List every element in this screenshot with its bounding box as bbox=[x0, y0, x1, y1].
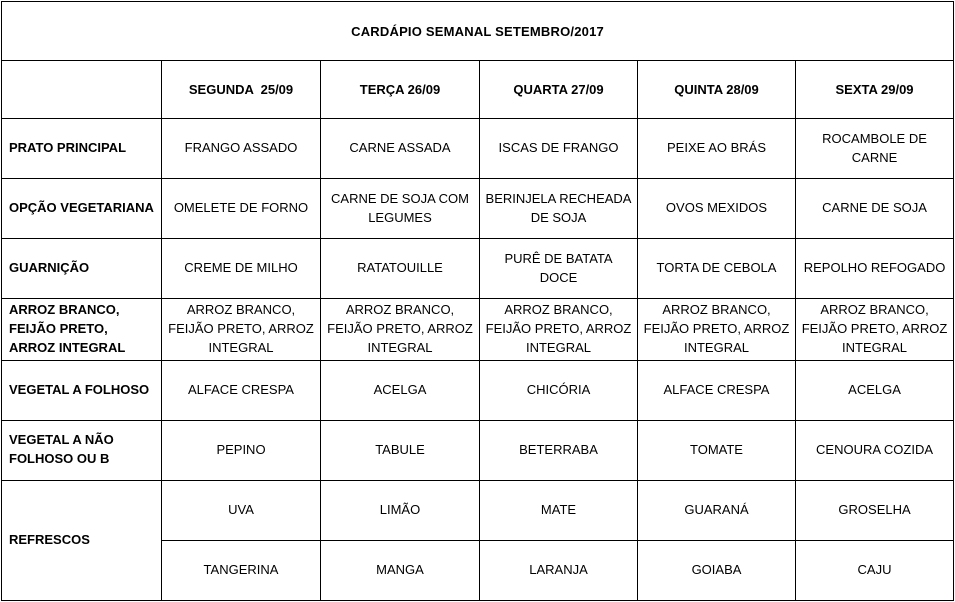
menu-cell: ARROZ BRANCO, FEIJÃO PRETO, ARROZ INTEGRAL bbox=[796, 299, 954, 361]
menu-cell: ARROZ BRANCO, FEIJÃO PRETO, ARROZ INTEGRAL bbox=[162, 299, 321, 361]
menu-cell: GOIABA bbox=[638, 540, 796, 600]
weekly-menu-table bbox=[1, 1, 954, 601]
day-header: SEGUNDA 25/09 bbox=[162, 61, 321, 119]
menu-cell: TANGERINA bbox=[162, 540, 321, 600]
menu-cell: ROCAMBOLE DE CARNE bbox=[796, 119, 954, 179]
day-header: TERÇA 26/09 bbox=[321, 61, 480, 119]
menu-cell: ARROZ BRANCO, FEIJÃO PRETO, ARROZ INTEGRAL bbox=[480, 299, 638, 361]
row-label: VEGETAL A FOLHOSO bbox=[2, 360, 162, 420]
day-header: QUINTA 28/09 bbox=[638, 61, 796, 119]
menu-cell: CARNE DE SOJA COM LEGUMES bbox=[321, 179, 480, 239]
page-title: CARDÁPIO SEMANAL SETEMBRO/2017 bbox=[2, 2, 954, 61]
row-label: GUARNIÇÃO bbox=[2, 239, 162, 299]
row-label: ARROZ BRANCO, FEIJÃO PRETO, ARROZ INTEGRAL bbox=[2, 299, 162, 361]
menu-cell: LIMÃO bbox=[321, 480, 480, 540]
menu-cell: CENOURA COZIDA bbox=[796, 420, 954, 480]
menu-cell: TOMATE bbox=[638, 420, 796, 480]
menu-cell: BERINJELA RECHEADA DE SOJA bbox=[480, 179, 638, 239]
title-row bbox=[2, 2, 954, 61]
menu-cell: CREME DE MILHO bbox=[162, 239, 321, 299]
menu-cell: CAJU bbox=[796, 540, 954, 600]
menu-cell: ARROZ BRANCO, FEIJÃO PRETO, ARROZ INTEGRAL bbox=[321, 299, 480, 361]
table-row bbox=[2, 480, 954, 540]
table-row bbox=[2, 299, 954, 361]
menu-cell: FRANGO ASSADO bbox=[162, 119, 321, 179]
menu-cell: TABULE bbox=[321, 420, 480, 480]
menu-cell: TORTA DE CEBOLA bbox=[638, 239, 796, 299]
corner-empty-cell bbox=[2, 61, 162, 119]
table-row bbox=[2, 420, 954, 480]
menu-cell: MANGA bbox=[321, 540, 480, 600]
menu-cell: RATATOUILLE bbox=[321, 239, 480, 299]
menu-cell: PURÊ DE BATATA DOCE bbox=[480, 239, 638, 299]
day-header-row bbox=[2, 61, 954, 119]
menu-cell: ALFACE CRESPA bbox=[162, 360, 321, 420]
row-label: PRATO PRINCIPAL bbox=[2, 119, 162, 179]
menu-cell: ACELGA bbox=[321, 360, 480, 420]
menu-cell: PEIXE AO BRÁS bbox=[638, 119, 796, 179]
menu-cell: ACELGA bbox=[796, 360, 954, 420]
row-label: VEGETAL A NÃO FOLHOSO OU B bbox=[2, 420, 162, 480]
menu-cell: GUARANÁ bbox=[638, 480, 796, 540]
menu-cell: REPOLHO REFOGADO bbox=[796, 239, 954, 299]
table-row bbox=[2, 239, 954, 299]
table-row bbox=[2, 179, 954, 239]
menu-cell: CARNE ASSADA bbox=[321, 119, 480, 179]
row-label: REFRESCOS bbox=[2, 480, 162, 600]
menu-cell: LARANJA bbox=[480, 540, 638, 600]
menu-cell: CHICÓRIA bbox=[480, 360, 638, 420]
menu-cell: GROSELHA bbox=[796, 480, 954, 540]
menu-cell: ISCAS DE FRANGO bbox=[480, 119, 638, 179]
day-header: SEXTA 29/09 bbox=[796, 61, 954, 119]
menu-cell: ALFACE CRESPA bbox=[638, 360, 796, 420]
menu-cell: MATE bbox=[480, 480, 638, 540]
menu-cell: PEPINO bbox=[162, 420, 321, 480]
menu-cell: ARROZ BRANCO, FEIJÃO PRETO, ARROZ INTEGRAL bbox=[638, 299, 796, 361]
day-header: QUARTA 27/09 bbox=[480, 61, 638, 119]
menu-cell: OMELETE DE FORNO bbox=[162, 179, 321, 239]
table-row bbox=[2, 119, 954, 179]
table-row bbox=[2, 360, 954, 420]
menu-cell: OVOS MEXIDOS bbox=[638, 179, 796, 239]
row-label: OPÇÃO VEGETARIANA bbox=[2, 179, 162, 239]
menu-cell: UVA bbox=[162, 480, 321, 540]
menu-cell: CARNE DE SOJA bbox=[796, 179, 954, 239]
menu-cell: BETERRABA bbox=[480, 420, 638, 480]
